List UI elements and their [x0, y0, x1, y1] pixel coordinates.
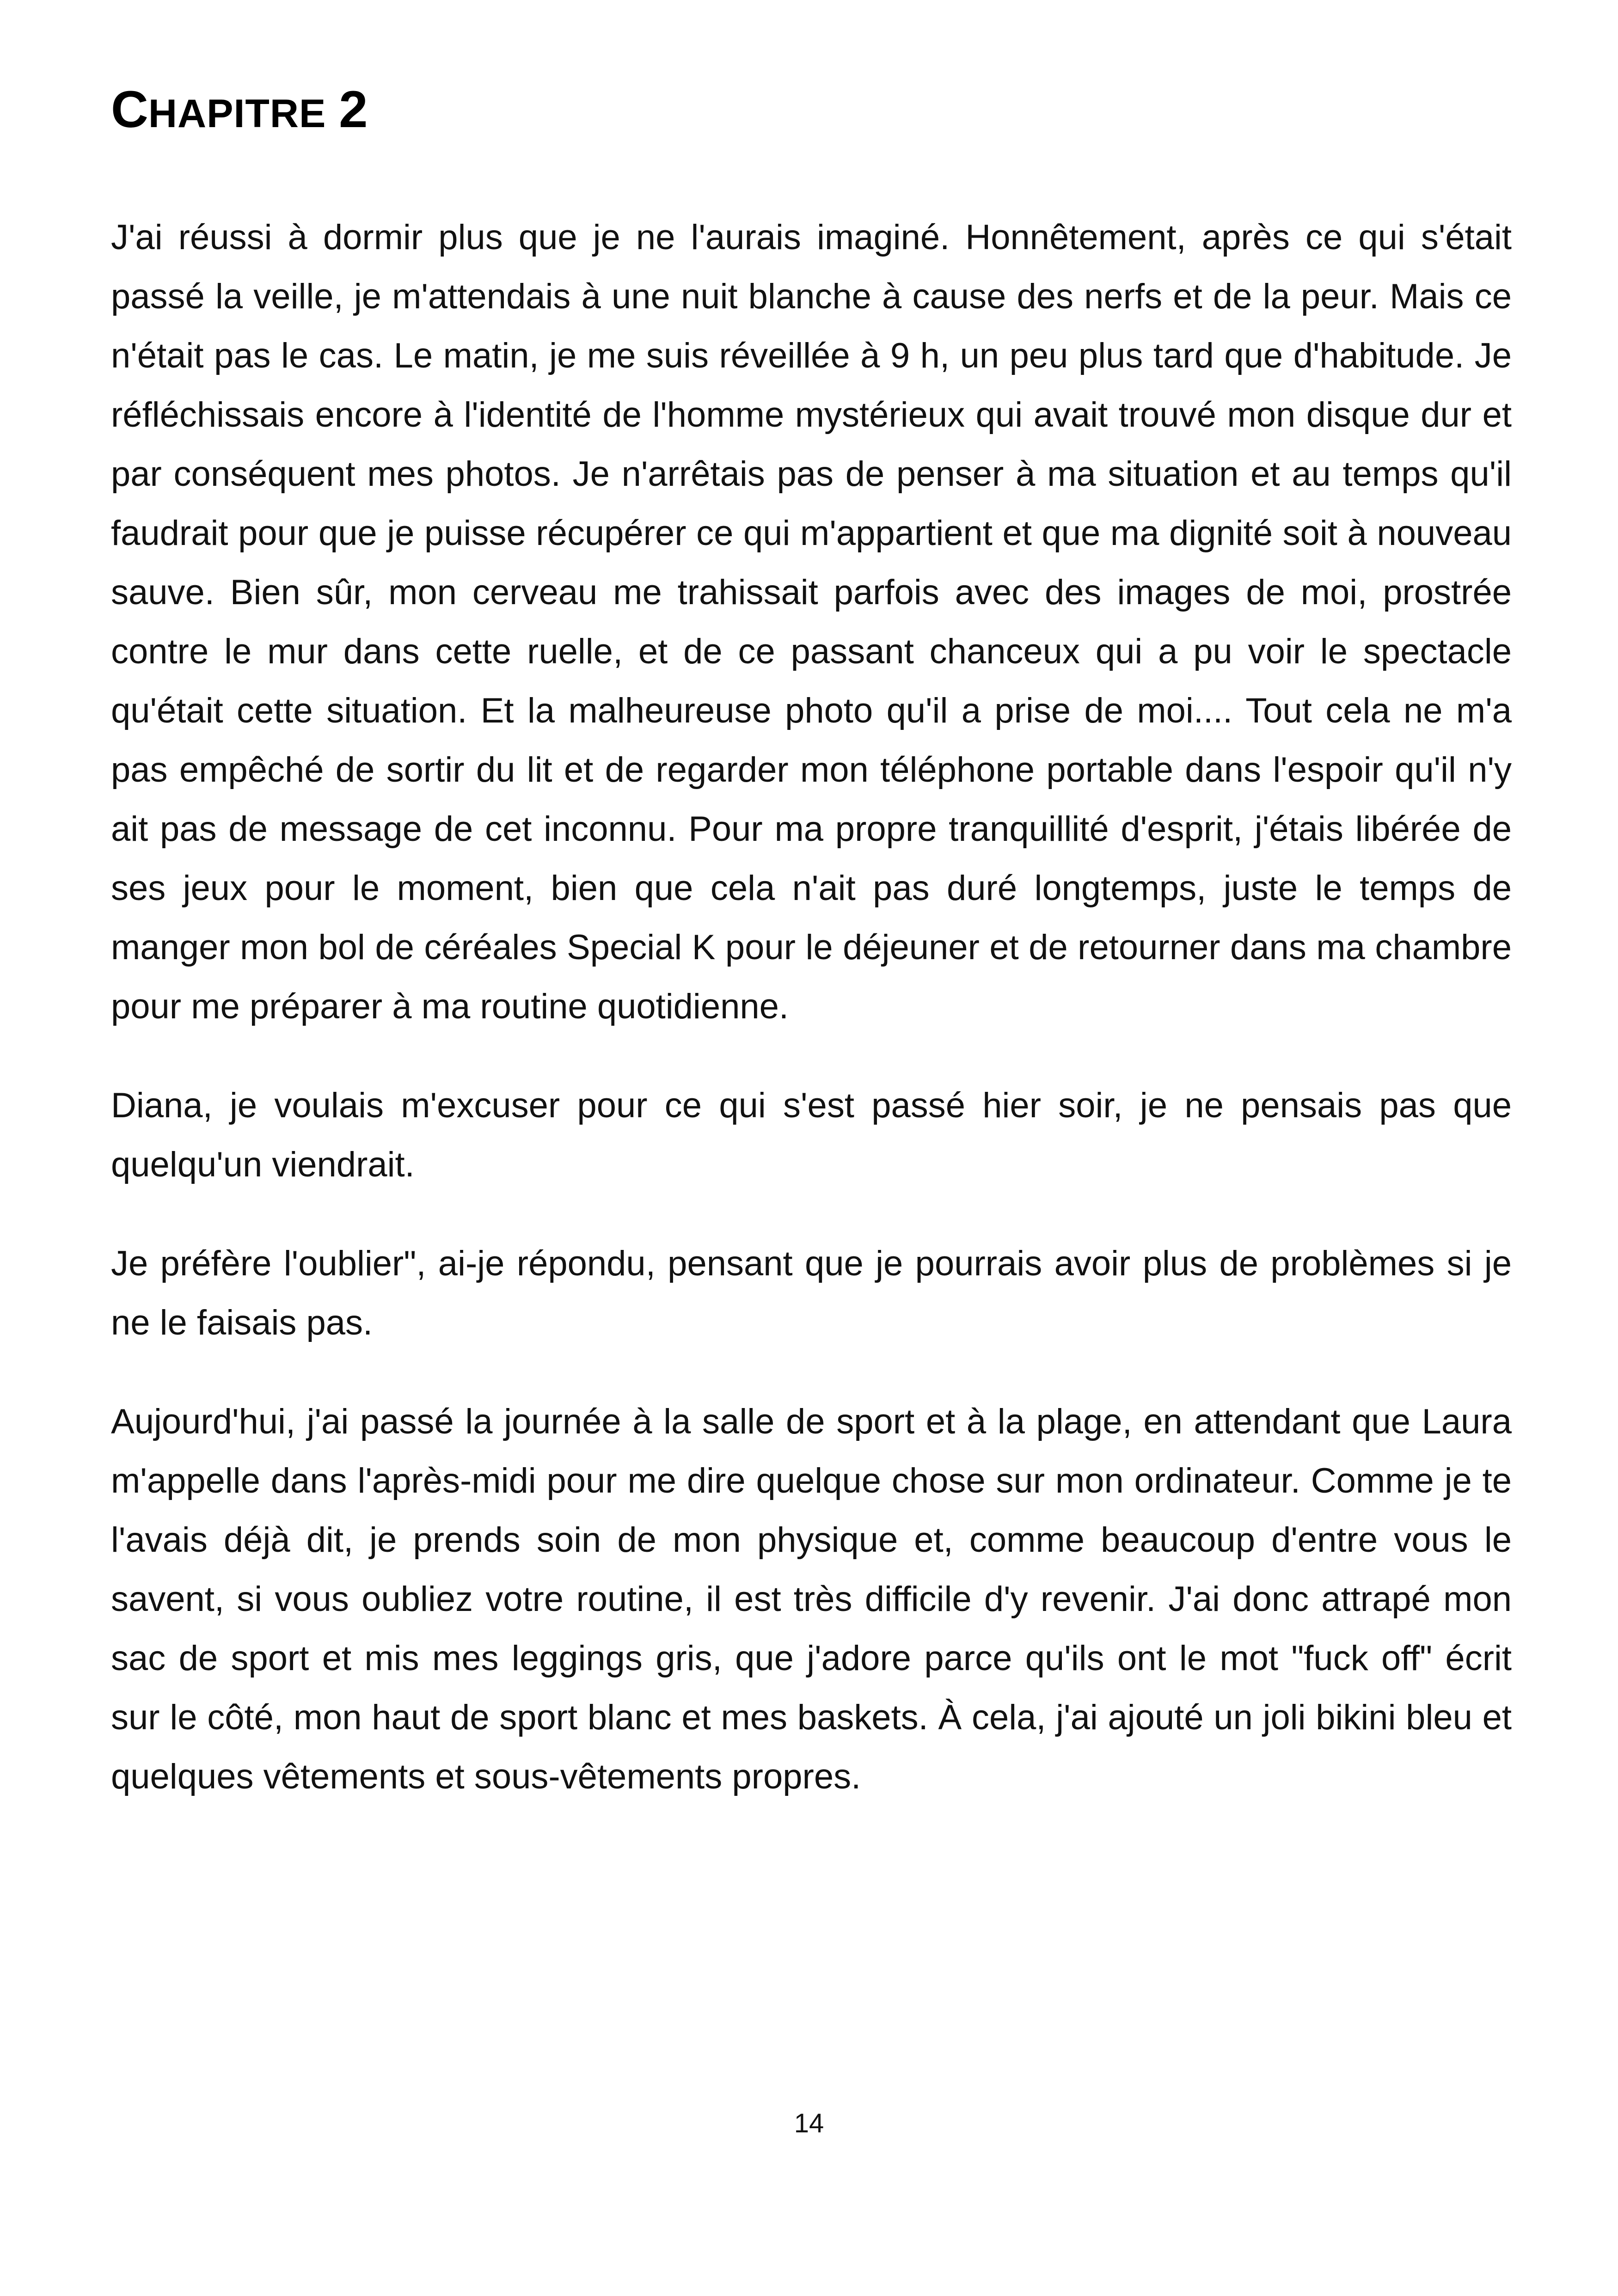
- paragraph-1: J'ai réussi à dormir plus que je ne l'aurais imaginé. Honnêtement, après ce qui s'était passé la veille, je m'attendais à une nuit blanche à cause des nerfs et de la peur. Mais ce n'était pas le cas. Le matin, je me suis réveillée à 9 h, un peu plus tard que d'habitude. Je réfléchissais encore à l'identité de l'homme mystérieux qui avait trouvé mon disque dur et par conséquent mes photos. Je n'arrêtais pas de penser à ma situation et au temps qu'il faudrait pour que je puisse récupérer ce qui m'appartient et que ma dignité soit à nouveau sauve. Bien sûr, mon cerveau me trahissait parfois avec des images de moi, prostrée contre le mur dans cette ruelle, et de ce passant chanceux qui a pu voir le spectacle qu'était cette situation. Et la malheureuse photo qu'il a prise de moi.... Tout cela ne m'a pas empêché de sortir du lit et de regarder mon téléphone portable dans l'espoir qu'il n'y ait pas de message de cet inconnu. Pour ma propre tranquillité d'esprit, j'étais libérée de ses jeux pour le moment, bien que cela n'ait pas duré longtemps, juste le temps de manger mon bol de céréales Special K pour le déjeuner et de retourner dans ma chambre pour me préparer à ma routine quotidienne.: [111, 218, 1512, 1026]
- paragraph-3: Je préfère l'oublier", ai-je répondu, pensant que je pourrais avoir plus de problèmes si je ne le faisais pas.: [111, 1244, 1512, 1342]
- page-number: 14: [794, 2108, 824, 2138]
- paragraph-2: Diana, je voulais m'excuser pour ce qui s'est passé hier soir, je ne pensais pas que quelqu'un viendrait.: [111, 1086, 1512, 1184]
- chapter-number: 2: [339, 80, 368, 138]
- chapter-title-rest: HAPITRE: [148, 92, 326, 136]
- chapter-title-initial: C: [111, 80, 148, 138]
- paragraph-4: Aujourd'hui, j'ai passé la journée à la salle de sport et à la plage, en attendant que Laura m'appelle dans l'après-midi pour me dire quelque chose sur mon ordinateur. Comme je te l'avais déjà dit, je prends soin de mon physique et, comme beaucoup d'entre vous le savent, si vous oubliez votre routine, il est très difficile d'y revenir. J'ai donc attrapé mon sac de sport et mis mes leggings gris, que j'adore parce qu'ils ont le mot "fuck off" écrit sur le côté, mon haut de sport blanc et mes baskets. À cela, j'ai ajouté un joli bikini bleu et quelques vêtements et sous-vêtements propres.: [111, 1402, 1512, 1796]
- body-text: [111, 208, 1512, 1846]
- chapter-title: [111, 79, 368, 141]
